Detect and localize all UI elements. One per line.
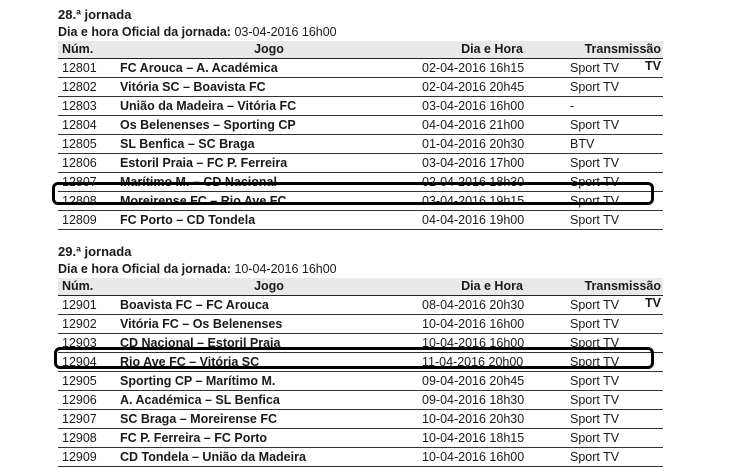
match-datetime: 03-04-2016 19h15 [422,194,525,208]
match-datetime: 10-04-2016 16h00 [422,450,525,464]
match-datetime: 11-04-2016 20h00 [422,355,524,369]
table-row [58,192,663,211]
match-datetime: 02-04-2016 18h30 [422,175,525,189]
header-jogo: Jogo [254,279,284,293]
match-teams: Vitória FC – Os Belenenses [120,317,283,331]
table-row [58,372,663,391]
table-row [58,448,663,467]
match-datetime: 03-04-2016 17h00 [422,156,525,170]
table-row [58,296,663,315]
table-row [58,410,663,429]
header-num: Núm. [62,279,94,293]
header-tv: Transmissão TV [584,279,661,310]
match-teams: Os Belenenses – Sporting CP [120,118,296,132]
match-datetime: 08-04-2016 20h30 [422,298,525,312]
match-teams: CD Tondela – União da Madeira [120,450,306,464]
match-datetime: 04-04-2016 19h00 [422,213,525,227]
match-tv: Sport TV [570,61,620,75]
match-teams: Marítimo M. – CD Nacional [120,175,277,189]
match-num: 12801 [62,61,97,75]
match-tv: Sport TV [570,374,620,388]
match-num: 12806 [62,156,97,170]
match-teams: SC Braga – Moreirense FC [120,412,277,426]
match-tv: Sport TV [570,450,620,464]
match-tv: BTV [570,137,595,151]
table-row [58,334,663,353]
table-row [58,211,663,230]
table-row [58,78,663,97]
match-datetime: 10-04-2016 18h15 [422,431,525,445]
match-tv: - [570,99,575,113]
table-row [58,59,663,78]
table-row [58,116,663,135]
match-datetime: 10-04-2016 16h00 [422,336,525,350]
table-row [58,173,663,192]
match-num: 12907 [62,412,97,426]
table-row [58,429,663,448]
match-tv: Sport TV [570,336,620,350]
match-num: 12904 [62,355,97,369]
match-teams: FC P. Ferreira – FC Porto [120,431,268,445]
match-num: 12802 [62,80,97,94]
match-teams: Sporting CP – Marítimo M. [120,374,276,388]
match-num: 12909 [62,450,97,464]
round-title: 29.ª jornada [58,244,132,259]
official-date-label: Dia e hora Oficial da jornada: [58,25,231,39]
match-tv: Sport TV [570,412,620,426]
match-teams: Rio Ave FC – Vitória SC [120,355,260,369]
match-teams: Boavista FC – FC Arouca [120,298,269,312]
match-teams: A. Académica – SL Benfica [120,393,280,407]
match-tv: Sport TV [570,175,620,189]
match-num: 12805 [62,137,97,151]
match-tv: Sport TV [570,194,620,208]
match-num: 12903 [62,336,97,350]
match-teams: Moreirense FC – Rio Ave FC [120,194,287,208]
match-teams: Vitória SC – Boavista FC [120,80,266,94]
match-tv: Sport TV [570,213,620,227]
match-teams: FC Porto – CD Tondela [120,213,256,227]
official-date-label: Dia e hora Oficial da jornada: [58,262,231,276]
match-tv: Sport TV [570,317,620,331]
match-num: 12803 [62,99,97,113]
match-datetime: 02-04-2016 20h45 [422,80,525,94]
match-teams: SL Benfica – SC Braga [120,137,255,151]
match-teams: União da Madeira – Vitória FC [120,99,297,113]
match-datetime: 09-04-2016 20h45 [422,374,525,388]
match-datetime: 10-04-2016 20h30 [422,412,525,426]
match-teams: FC Arouca – A. Académica [120,61,278,75]
match-num: 12809 [62,213,97,227]
table-row [58,353,663,372]
match-num: 12804 [62,118,97,132]
match-num: 12906 [62,393,97,407]
match-tv: Sport TV [570,118,620,132]
header-tv: Transmissão TV [584,42,661,73]
round-29-section [58,243,663,467]
match-datetime: 03-04-2016 16h00 [422,99,525,113]
match-tv: Sport TV [570,355,620,369]
match-teams: CD Nacional – Estoril Praia [120,336,281,350]
table-row [58,315,663,334]
match-num: 12908 [62,431,97,445]
match-tv: Sport TV [570,393,620,407]
match-datetime: 01-04-2016 20h30 [422,137,525,151]
table-row [58,391,663,410]
match-num: 12808 [62,194,97,208]
header-jogo: Jogo [254,42,284,56]
round-28-section [58,6,663,230]
header-dia: Dia e Hora [461,42,523,56]
match-num: 12901 [62,298,97,312]
match-tv: Sport TV [570,298,620,312]
match-datetime: 02-04-2016 16h15 [422,61,525,75]
table-row [58,135,663,154]
header-dia: Dia e Hora [461,279,523,293]
match-num: 12902 [62,317,97,331]
official-date-line [58,24,663,41]
match-datetime: 04-04-2016 21h00 [422,118,525,132]
official-date-value: 03-04-2016 16h00 [234,25,337,39]
match-datetime: 10-04-2016 16h00 [422,317,525,331]
official-date-value: 10-04-2016 16h00 [234,262,337,276]
match-num: 12905 [62,374,97,388]
match-tv: Sport TV [570,431,620,445]
round-title: 28.ª jornada [58,7,132,22]
match-tv: Sport TV [570,156,620,170]
match-tv: Sport TV [570,80,620,94]
match-teams: Estoril Praia – FC P. Ferreira [120,156,288,170]
official-date-line [58,261,663,278]
table-row [58,154,663,173]
table-row [58,97,663,116]
match-datetime: 09-04-2016 18h30 [422,393,525,407]
header-num: Núm. [62,42,94,56]
match-num: 12807 [62,175,97,189]
